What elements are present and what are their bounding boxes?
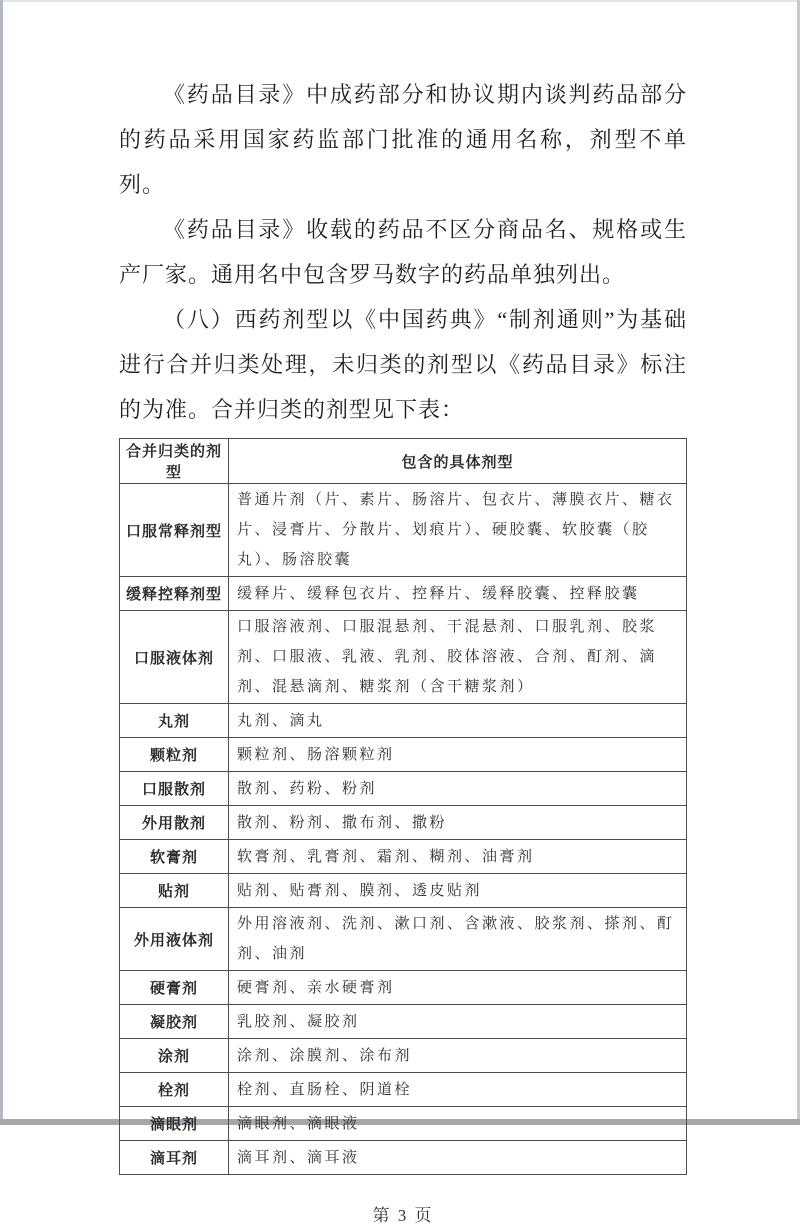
items-cell: 口服溶液剂、口服混悬剂、干混悬剂、口服乳剂、胶浆剂、口服液、乳液、乳剂、胶体溶液、合剂、酊剂、滴剂、混悬滴剂、糖浆剂（含干糖浆剂） (229, 611, 687, 704)
table-row (120, 1073, 687, 1107)
items-cell: 涂剂、涂膜剂、涂布剂 (229, 1039, 687, 1073)
table-body (120, 484, 687, 1175)
category-cell: 涂剂 (120, 1039, 229, 1073)
items-cell: 滴眼剂、滴眼液 (229, 1107, 687, 1141)
page-edge-top (0, 0, 800, 2)
category-cell: 丸剂 (120, 704, 229, 738)
items-cell: 贴剂、贴膏剂、膜剂、透皮贴剂 (229, 874, 687, 908)
table-row (120, 704, 687, 738)
table-row (120, 1107, 687, 1141)
table-row (120, 772, 687, 806)
category-cell: 滴眼剂 (120, 1107, 229, 1141)
items-cell: 栓剂、直肠栓、阴道栓 (229, 1073, 687, 1107)
table-row (120, 1005, 687, 1039)
table-row (120, 1141, 687, 1175)
category-cell: 口服常释剂型 (120, 484, 229, 577)
table-row (120, 611, 687, 704)
category-cell: 硬膏剂 (120, 971, 229, 1005)
category-cell: 栓剂 (120, 1073, 229, 1107)
category-cell: 软膏剂 (120, 840, 229, 874)
page-content (119, 72, 687, 1226)
category-cell: 缓释控释剂型 (120, 577, 229, 611)
table-row (120, 806, 687, 840)
category-cell: 口服散剂 (120, 772, 229, 806)
table-row (120, 971, 687, 1005)
category-cell: 口服液体剂 (120, 611, 229, 704)
table-row (120, 874, 687, 908)
table-row (120, 738, 687, 772)
paragraph-dosage-form-rule: （八）西药剂型以《中国药典》“制剂通则”为基础进行合并归类处理，未归类的剂型以《药品目录》标注的为准。合并归类的剂型见下表： (119, 307, 687, 422)
category-cell: 外用液体剂 (120, 908, 229, 971)
table-header-specific-forms: 包含的具体剂型 (229, 439, 687, 484)
items-cell: 散剂、药粉、粉剂 (229, 772, 687, 806)
items-cell: 外用溶液剂、洗剂、漱口剂、含漱液、胶浆剂、搽剂、酊剂、油剂 (229, 908, 687, 971)
category-cell: 滴耳剂 (120, 1141, 229, 1175)
table-row (120, 577, 687, 611)
category-cell: 贴剂 (120, 874, 229, 908)
table-row (120, 1039, 687, 1073)
items-cell: 丸剂、滴丸 (229, 704, 687, 738)
table-row (120, 908, 687, 971)
page-edge-left (0, 0, 3, 1125)
table-row (120, 840, 687, 874)
page-number: 第 3 页 (372, 1206, 434, 1225)
items-cell: 软膏剂、乳膏剂、霜剂、糊剂、油膏剂 (229, 840, 687, 874)
paragraph-brand-spec-rule: 《药品目录》收载的药品不区分商品名、规格或生产厂家。通用名中包含罗马数字的药品单独列出。 (119, 217, 687, 287)
category-cell: 凝胶剂 (120, 1005, 229, 1039)
paragraph-generic-name-rule: 《药品目录》中成药部分和协议期内谈判药品部分的药品采用国家药监部门批准的通用名称，剂型不单列。 (119, 82, 687, 197)
items-cell: 滴耳剂、滴耳液 (229, 1141, 687, 1175)
category-cell: 颗粒剂 (120, 738, 229, 772)
items-cell: 硬膏剂、亲水硬膏剂 (229, 971, 687, 1005)
items-cell: 缓释片、缓释包衣片、控释片、缓释胶囊、控释胶囊 (229, 577, 687, 611)
table-header-merged-category: 合并归类的剂型 (120, 439, 229, 484)
table-row (120, 484, 687, 577)
items-cell: 普通片剂（片、素片、肠溶片、包衣片、薄膜衣片、糖衣片、浸膏片、分散片、划痕片）、硬胶囊、软胶囊（胶丸）、肠溶胶囊 (229, 484, 687, 577)
items-cell: 颗粒剂、肠溶颗粒剂 (229, 738, 687, 772)
table-header-row (120, 439, 687, 484)
dosage-form-table (119, 438, 687, 1175)
items-cell: 散剂、粉剂、撒布剂、撒粉 (229, 806, 687, 840)
items-cell: 乳胶剂、凝胶剂 (229, 1005, 687, 1039)
category-cell: 外用散剂 (120, 806, 229, 840)
